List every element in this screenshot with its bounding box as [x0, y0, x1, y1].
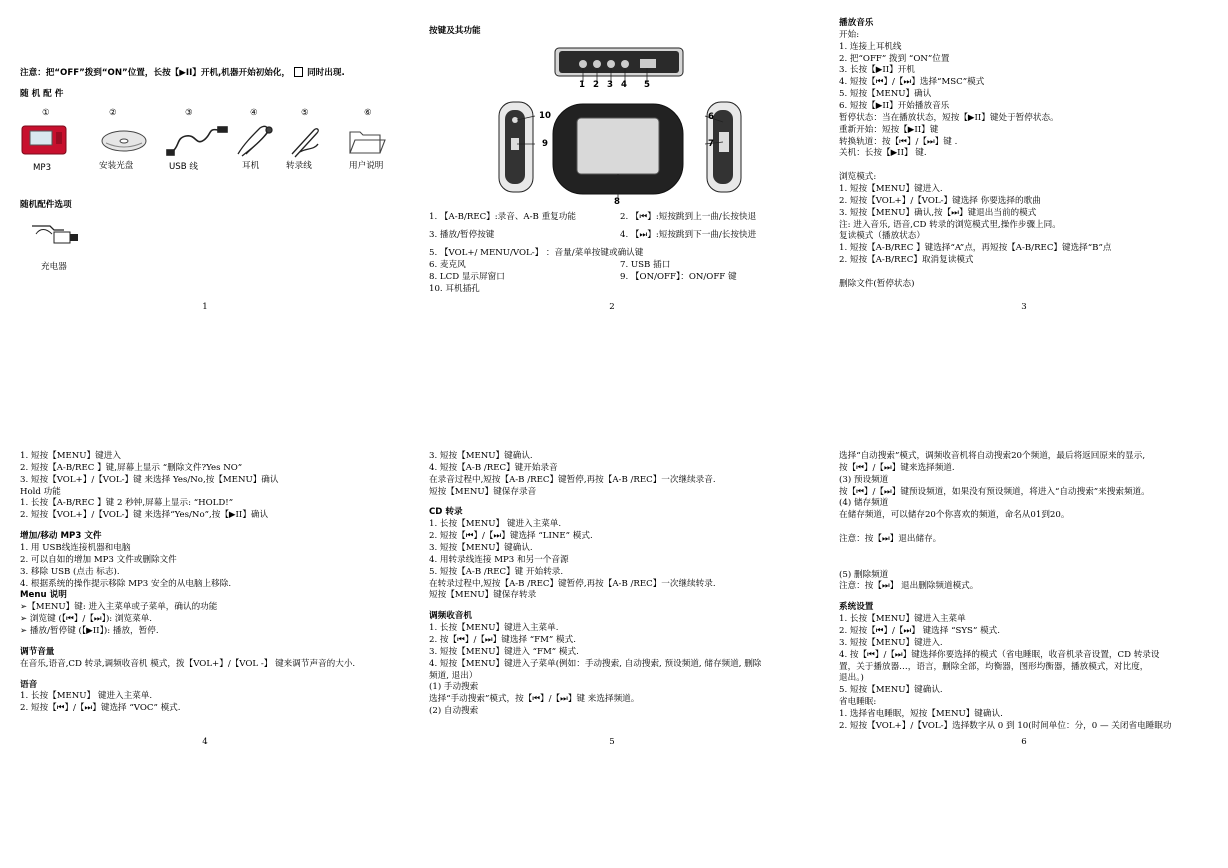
text-line: 短按【MENU】键保存录音	[429, 486, 537, 497]
list-item: 2. 短按【⏮】/【⏭】 键选择 “SYS” 模式.	[839, 626, 1000, 637]
volume-text: 在音乐,语音,CD 转录,调频收音机 模式，拨【VOL+】/【VOL -】 键来调节声音的大小.	[20, 658, 356, 669]
callout-8: 8	[614, 197, 620, 207]
list-item: 2. 短按【VOL+】/【VOL-】选择数字从 0 到 10(时间单位：分，0 — 关闭省电睡眠功	[839, 720, 1172, 731]
list-item: ➢ 浏览键 (【⏮】/【⏭】): 浏览菜单.	[20, 614, 153, 625]
text-line	[839, 267, 1219, 279]
text-line: (5) 删除频道	[839, 569, 889, 580]
acc-label-manual: 用户说明	[349, 161, 384, 171]
list-item: 1. 选择省电睡眠，短按【MENU】键确认.	[839, 709, 1003, 720]
text-line: 3. 短按【MENU】确认,按【⏭】键退出当前的模式	[839, 207, 1037, 218]
callout-5: 5	[644, 80, 650, 90]
line-cable-image	[292, 129, 318, 157]
text-line: 注: 进入音乐, 语音,CD 转录的浏览模式里,操作步骤上同。	[839, 219, 1061, 230]
system-title: 系统设置	[839, 602, 874, 613]
acc-num-4: ④	[250, 108, 258, 118]
page-number-3: 3	[1021, 302, 1027, 312]
mp3-player-image	[22, 126, 66, 154]
voice-title: 语音	[20, 679, 38, 690]
text-line: 1. 短按【A-B/REC 】键选择“A”点，再短按【A-B/REC】键选择“B”点	[839, 243, 1112, 254]
folder-image	[350, 132, 385, 153]
play-music-body	[839, 30, 1219, 291]
list-item: 退出。)	[839, 673, 864, 684]
add-mp3-title: 增加/移动 MP3 文件	[20, 531, 102, 542]
callout-10: 10	[539, 111, 551, 121]
text-line: 在储存频道，可以储存20个你喜欢的频道，命名从01到20。	[839, 510, 1070, 521]
key-item-8: 8. LCD 显示屏窗口	[429, 272, 505, 282]
text-line: 3. 短按【MENU】键确认.	[429, 451, 533, 461]
list-item: 置，关于播放器…，语言，删除全部，均衡器，图形均衡器，播放模式，对比度，	[839, 661, 1149, 672]
page-number-2: 2	[609, 302, 615, 312]
volume-title: 调节音量	[20, 646, 55, 657]
page-4	[20, 451, 410, 751]
cd-image	[102, 131, 146, 151]
list-item: 5. 短按【MENU】键确认.	[839, 685, 943, 696]
text-line: 3. 长按【▶II】开机	[839, 65, 915, 76]
page-number-6: 6	[1021, 737, 1027, 747]
list-item: ➢ 播放/暂停键 (【▶II】): 播放，暂停.	[20, 626, 159, 637]
callout-4: 4	[621, 80, 627, 90]
callout-3: 3	[607, 80, 613, 90]
list-item: 在转录过程中,短按【A-B /REC】键暂停,再按【A-B /REC】一次继续转录.	[429, 578, 716, 589]
text-line: 注意：按【⏭】退出储存。	[839, 534, 942, 545]
page-number-5: 5	[609, 737, 615, 747]
fm-title: 调频收音机	[429, 611, 472, 622]
text-line: 3. 短按【VOL+】/【VOL-】键 来选择 Yes/No,按【MENU】确认	[20, 474, 279, 485]
usb-cable-image	[167, 127, 227, 155]
earphone-image	[238, 126, 272, 156]
cd-list	[429, 519, 819, 602]
page-3	[839, 18, 1219, 328]
acc-num-1: ①	[42, 108, 50, 118]
text-line: 暂停状态：当在播放状态，短按【▶II】键处于暂停状态。	[839, 112, 1059, 123]
key-item-7: 7. USB 插口	[620, 260, 671, 270]
text-line: 注意：按【⏭】 退出删除频道模式。	[839, 581, 979, 592]
power-on-note	[20, 67, 345, 80]
callout-2: 2	[593, 80, 599, 90]
key-item-4: 4. 【⏭】:短按跳到下一曲/长按快进	[620, 230, 757, 240]
text-line	[839, 558, 1219, 570]
list-item: 1. 用 USB线连接机器和电脑	[20, 543, 131, 554]
list-item: 4. 根据系统的操作提示移除 MP3 安全的从电脑上移除.	[20, 578, 232, 589]
device-diagram	[495, 44, 745, 204]
page-number-4: 4	[202, 737, 208, 747]
text-line: 2. 短按【VOL+】/【VOL-】键选择 你要选择的歌曲	[839, 195, 1041, 206]
list-item: 2. 可以自如的增加 MP3 文件或删除文件	[20, 554, 177, 565]
note-text: 注意：把“OFF”拨到“ON”位置，长按【▶II】开机,机器开始初始化，	[20, 68, 291, 78]
text-line: 5. 短按【MENU】确认	[839, 89, 932, 100]
callout-1: 1	[579, 80, 585, 90]
callout-9: 9	[542, 139, 548, 149]
text-line	[839, 160, 1219, 172]
list-item: 1. 长按【MENU】键进入主菜单.	[429, 623, 559, 634]
system-list	[839, 614, 1219, 733]
cd-title: CD 转录	[429, 507, 463, 518]
page-number-1: 1	[202, 302, 208, 312]
list-item: 3. 短按【MENU】键进入.	[839, 637, 943, 648]
text-line: 转换轨道：按【⏮】/【⏭】键 .	[839, 136, 958, 147]
play-music-title: 播放音乐	[839, 18, 874, 28]
text-line	[839, 522, 1219, 534]
text-line: 1. 长按【A-B/REC 】键 2 秒钟,屏幕上显示: “HOLD!”	[20, 498, 234, 509]
text-line: 开始:	[839, 29, 860, 40]
text-line: 2. 短按【A-B/REC 】键,屏幕上显示 “删除文件?Yes NO”	[20, 462, 243, 473]
key-item-1: 1. 【A-B/REC】:录音、A-B 重复功能	[429, 212, 576, 222]
key-item-2: 2. 【⏮】:短按跳到上一曲/长按快退	[620, 212, 757, 222]
list-item: 4. 用转录线连接 MP3 和另一个音源	[429, 554, 569, 565]
acc-label-cd: 安装光盘	[99, 161, 134, 171]
accessories-title: 随 机 配 件	[20, 89, 64, 99]
optional-title: 随机配件选项	[20, 200, 72, 210]
voice-list	[20, 691, 410, 715]
charger-label: 充电器	[41, 262, 67, 272]
text-line: (3) 预设频道	[839, 474, 889, 485]
acc-num-5: ⑤	[301, 108, 309, 118]
text-line: 在录音过程中,短按【A-B /REC】键暂停,再按【A-B /REC】一次继续录音.	[429, 474, 716, 485]
charger-image	[30, 220, 82, 246]
text-line: 4. 短按【⏮】/【⏭】选择“MSC”模式	[839, 77, 985, 88]
text-line: 重新开始：短按【▶II】键	[839, 124, 939, 135]
text-line: 关机：长按【▶II】 键.	[839, 148, 927, 159]
list-item: 省电睡眠:	[839, 697, 877, 708]
text-line: 6. 短按【▶II】开始播放音乐	[839, 101, 950, 112]
acc-num-2: ②	[109, 108, 117, 118]
acc-num-6: ⑥	[364, 108, 372, 118]
text-line: 复读模式（播放状态）	[839, 231, 925, 242]
list-item: 3. 移除 USB (点击 标志).	[20, 566, 120, 577]
list-item: (2) 自动搜索	[429, 706, 479, 717]
key-item-5: 5. 【VOL+/ MENU/VOL-】 ：音量/菜单按键或确认键	[429, 248, 644, 258]
list-item: ➢【MENU】键: 进入主菜单或子菜单，确认的功能	[20, 602, 218, 613]
key-item-10: 10. 耳机插孔	[429, 284, 480, 294]
record-section	[429, 451, 819, 498]
menu-list	[20, 602, 410, 638]
page-2	[429, 0, 819, 330]
list-item: 频道, 退出）	[429, 670, 478, 681]
acc-num-3: ③	[185, 108, 193, 118]
key-item-9: 9. 【ON/OFF】：ON/OFF 键	[620, 272, 737, 282]
list-item: 5. 短按【A-B /REC】键 开始转录.	[429, 566, 564, 577]
text-line: Hold 功能	[20, 486, 61, 497]
text-line: 按【⏮】/【⏭】键来选择频道.	[839, 462, 955, 473]
list-item: 1. 长按【MENU】 键进入主菜单.	[20, 691, 153, 702]
callout-7: 7	[708, 139, 714, 149]
page-5	[429, 451, 819, 751]
acc-label-mp3: MP3	[33, 163, 52, 173]
page-6	[839, 451, 1219, 751]
fm-list	[429, 623, 819, 718]
text-line: 选择“自动搜索”模式，调频收音机将自动搜索20个频道，最后将返回原来的显示,	[839, 451, 1146, 461]
menu-title: Menu 说明	[20, 590, 67, 601]
list-item: 3. 短按【MENU】键进入 “FM” 模式.	[429, 646, 579, 657]
list-item: 1. 长按【MENU】 键进入主菜单.	[429, 519, 562, 530]
text-line: 浏览模式:	[839, 172, 877, 183]
list-item: 2. 按【⏮】/【⏭】键选择 “FM” 模式.	[429, 635, 576, 646]
text-line: 1. 短按【MENU】键进入	[20, 451, 121, 461]
acc-label-line: 转录线	[286, 161, 312, 171]
text-line: 4. 短按【A-B /REC】键开始录音	[429, 462, 558, 473]
key-item-3: 3. 播放/暂停按键	[429, 230, 495, 240]
keys-title: 按键及其功能	[429, 26, 481, 36]
text-line: 2. 把“OFF” 拨到 “ON”位置	[839, 53, 950, 64]
list-item: 2. 短按【⏮】/【⏭】键选择 “LINE” 模式.	[429, 531, 593, 542]
list-item: 1. 长按【MENU】键进入主菜单	[839, 614, 966, 625]
list-item: 3. 短按【MENU】键确认.	[429, 543, 533, 554]
acc-label-usb: USB 线	[169, 162, 198, 172]
text-line: 2. 短按【A-B/REC】取消复读模式	[839, 255, 974, 266]
list-item: 选择“手动搜索”模式，按【⏮】/【⏭】键 来选择频道。	[429, 694, 640, 705]
fm-continued	[839, 451, 1219, 593]
text-line: 2. 短按【VOL+】/【VOL-】键 来选择“Yes/No”,按【▶II】确认	[20, 510, 269, 521]
text-line: 删除文件(暂停状态)	[839, 278, 915, 289]
text-line	[839, 546, 1219, 558]
hourglass-icon	[294, 67, 303, 77]
delete-hold-section	[20, 451, 410, 522]
page-1	[20, 0, 410, 330]
callout-6: 6	[708, 112, 714, 122]
text-line: 1. 短按【MENU】键进入.	[839, 184, 943, 195]
add-mp3-list	[20, 543, 410, 590]
text-line: 1. 连接上耳机线	[839, 41, 902, 52]
list-item: (1) 手动搜索	[429, 682, 479, 693]
list-item: 短按【MENU】键保存转录	[429, 590, 537, 601]
note-tail: 同时出现.	[307, 68, 345, 78]
acc-label-earphone: 耳机	[242, 161, 260, 171]
list-item: 2. 短按【⏮】/【⏭】键选择 “VOC” 模式.	[20, 703, 181, 714]
accessory-images	[20, 122, 400, 158]
list-item: 4. 按【⏮】/【⏭】键选择你要选择的模式（省电睡眠，收音机录音设置，CD 转录设	[839, 649, 1160, 660]
list-item: 4. 短按【MENU】键进入子菜单(例如：手动搜索, 自动搜索, 预设频道, 储存频道, 删除	[429, 658, 762, 669]
text-line: 按【⏮】/【⏭】键预设频道，如果没有预设频道，将进入“自动搜索”来搜索频道。	[839, 486, 1150, 497]
text-line: (4) 储存频道	[839, 498, 889, 509]
key-item-6: 6. 麦克风	[429, 260, 466, 270]
